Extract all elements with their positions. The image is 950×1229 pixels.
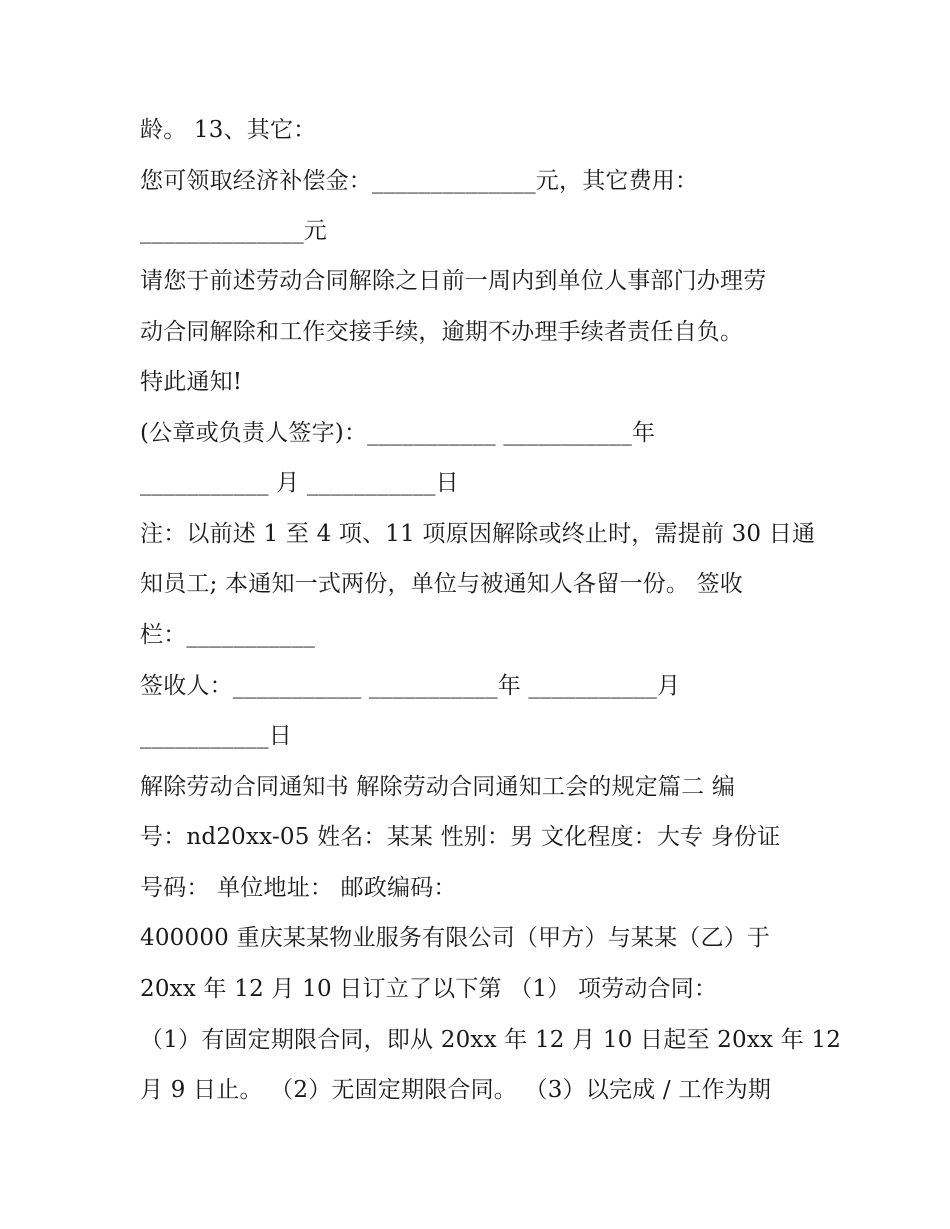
text-line: ___________ 月 ___________日 — [140, 470, 459, 496]
text-line: ______________元 — [140, 218, 327, 244]
text-line: 月 9 日止。 （2）无固定期限合同。 （3）以完成 / 工作为期 — [140, 1077, 772, 1103]
text-line: 特此通知! — [140, 369, 243, 395]
text-line: 号码： 单位地址： 邮政编码： — [140, 875, 457, 901]
text-line: 知员工; 本通知一式两份，单位与被通知人各留一份。 签收 — [140, 571, 743, 597]
text-line: ___________日 — [140, 723, 292, 749]
text-line: 动合同解除和工作交接手续，逾期不办理手续者责任自负。 — [140, 319, 744, 345]
text-line: （1）有固定期限合同，即从 20xx 年 12 月 10 日起至 20xx 年 12 — [140, 1027, 842, 1053]
text-line: 请您于前述劳动合同解除之日前一周内到单位人事部门办理劳 — [140, 268, 767, 294]
text-line: (公章或负责人签字)：___________ ___________年 — [140, 420, 656, 446]
text-line: 注：以前述 1 至 4 项、11 项原因解除或终止时，需提前 30 日通 — [140, 521, 816, 547]
text-line: 您可领取经济补偿金：______________元，其它费用： — [140, 168, 699, 194]
text-line: 签收人：___________ ___________年 ___________月 — [140, 673, 681, 699]
text-line: 栏：___________ — [140, 622, 316, 648]
text-line: 400000 重庆某某物业服务有限公司（甲方）与某某（乙）于 — [140, 925, 771, 951]
text-line: 龄。 13、其它： — [140, 117, 317, 143]
text-line: 解除劳动合同通知书 解除劳动合同通知工会的规定篇二 编 — [140, 774, 736, 800]
text-line: 号：nd20xx-05 姓名：某某 性别：男 文化程度：大专 身份证 — [140, 824, 781, 850]
text-line: 20xx 年 12 月 10 日订立了以下第 （1） 项劳动合同： — [140, 976, 718, 1002]
